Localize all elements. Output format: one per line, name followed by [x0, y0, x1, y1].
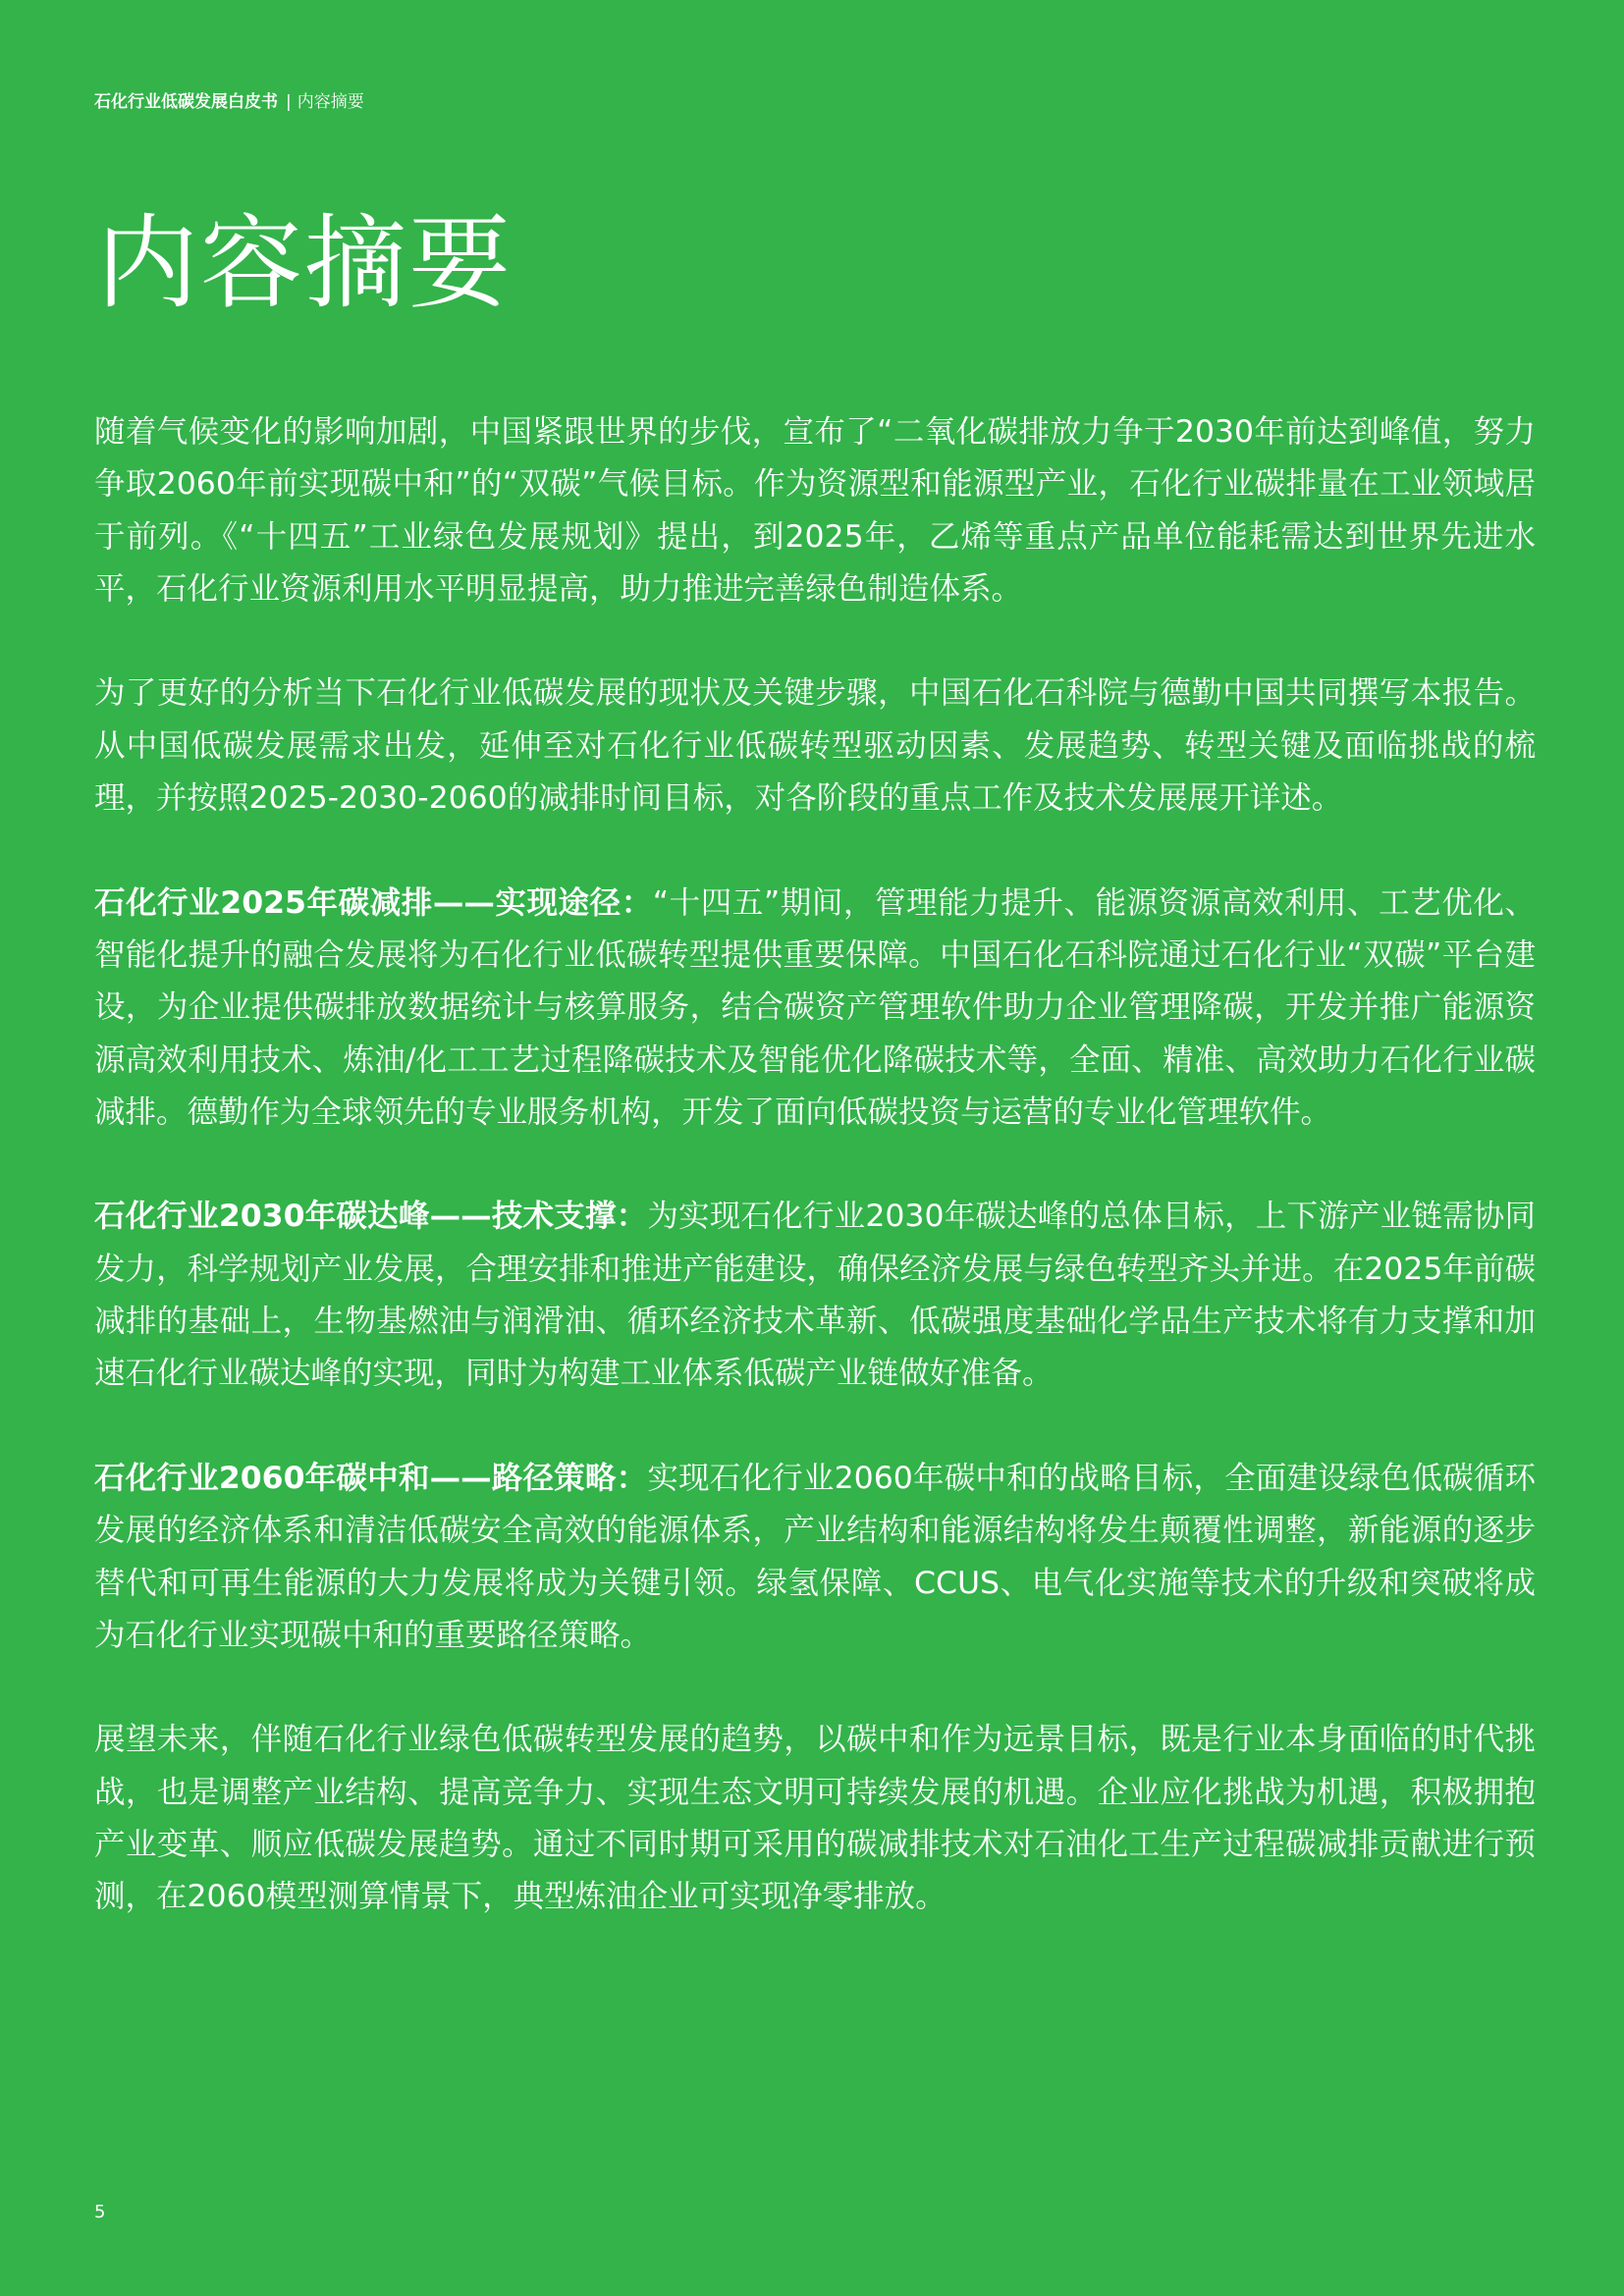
paragraph-report-scope	[94, 667, 1536, 825]
paragraph-lead-heading: 石化行业2060年碳中和——路径策略：	[94, 1460, 648, 1496]
paragraph-text: 为了更好的分析当下石化行业低碳发展的现状及关键步骤，中国石化石科院与德勤中国共同撰写本报告。从中国低碳发展需求出发，延伸至对石化行业低碳转型驱动因素、发展趋势、转型关键及面临挑战的梳理，并按照2025-2030-2060的减排时间目标，对各阶段的重点工作及技术发展展开详述。	[94, 675, 1536, 817]
header-separator: |	[286, 92, 292, 112]
summary-body	[94, 406, 1536, 1976]
paragraph-2030-peak	[94, 1191, 1536, 1400]
section-name: 内容摘要	[297, 92, 364, 112]
paragraph-text: 实现石化行业2060年碳中和的战略目标，全面建设绿色低碳循环发展的经济体系和清洁低碳安全高效的能源体系，产业结构和能源结构将发生颠覆性调整，新能源的逐步替代和可再生能源的大力发展将成为关键引领。绿氢保障、CCUS、电气化实施等技术的升级和突破将成为石化行业实现碳中和的重要路径策略。	[94, 1460, 1536, 1653]
document-title: 石化行业低碳发展白皮书	[94, 92, 278, 112]
paragraph-text: 展望未来，伴随石化行业绿色低碳转型发展的趋势，以碳中和作为远景目标，既是行业本身面临的时代挑战，也是调整产业结构、提高竞争力、实现生态文明可持续发展的机遇。企业应化挑战为机遇，积极拥抱产业变革、顺应低碳发展趋势。通过不同时期可采用的碳减排技术对石油化工生产过程碳减排贡献进行预测，在2060模型测算情景下，典型炼油企业可实现净零排放。	[94, 1722, 1536, 1915]
paragraph-outlook	[94, 1714, 1536, 1923]
paragraph-intro	[94, 406, 1536, 615]
running-header	[94, 90, 364, 114]
page-title: 内容摘要	[96, 203, 514, 323]
paragraph-2025-reduction	[94, 878, 1536, 1139]
paragraph-lead-heading: 石化行业2030年碳达峰——技术支撑：	[94, 1199, 648, 1235]
page-number: 5	[94, 2202, 106, 2222]
paragraph-text: 随着气候变化的影响加剧，中国紧跟世界的步伐，宣布了“二氧化碳排放力争于2030年前达到峰值，努力争取2060年前实现碳中和”的“双碳”气候目标。作为资源型和能源型产业，石化行业碳排量在工业领域居于前列。《“十四五”工业绿色发展规划》提出，到2025年，乙烯等重点产品单位能耗需达到世界先进水平，石化行业资源利用水平明显提高，助力推进完善绿色制造体系。	[94, 414, 1536, 607]
paragraph-2060-neutrality	[94, 1453, 1536, 1662]
paragraph-text: “十四五”期间，管理能力提升、能源资源高效利用、工艺优化、智能化提升的融合发展将为石化行业低碳转型提供重要保障。中国石化石科院通过石化行业“双碳”平台建设，为企业提供碳排放数据统计与核算服务，结合碳资产管理软件助力企业管理降碳，开发并推广能源资源高效利用技术、炼油/化工工艺过程降碳技术及智能优化降碳技术等，全面、精准、高效助力石化行业碳减排。德勤作为全球领先的专业服务机构，开发了面向低碳投资与运营的专业化管理软件。	[94, 884, 1536, 1130]
paragraph-text: 为实现石化行业2030年碳达峰的总体目标，上下游产业链需协同发力，科学规划产业发展，合理安排和推进产能建设，确保经济发展与绿色转型齐头并进。在2025年前碳减排的基础上，生物基燃油与润滑油、循环经济技术革新、低碳强度基础化学品生产技术将有力支撑和加速石化行业碳达峰的实现，同时为构建工业体系低碳产业链做好准备。	[94, 1199, 1536, 1392]
paragraph-lead-heading: 石化行业2025年碳减排——实现途径：	[94, 884, 653, 921]
